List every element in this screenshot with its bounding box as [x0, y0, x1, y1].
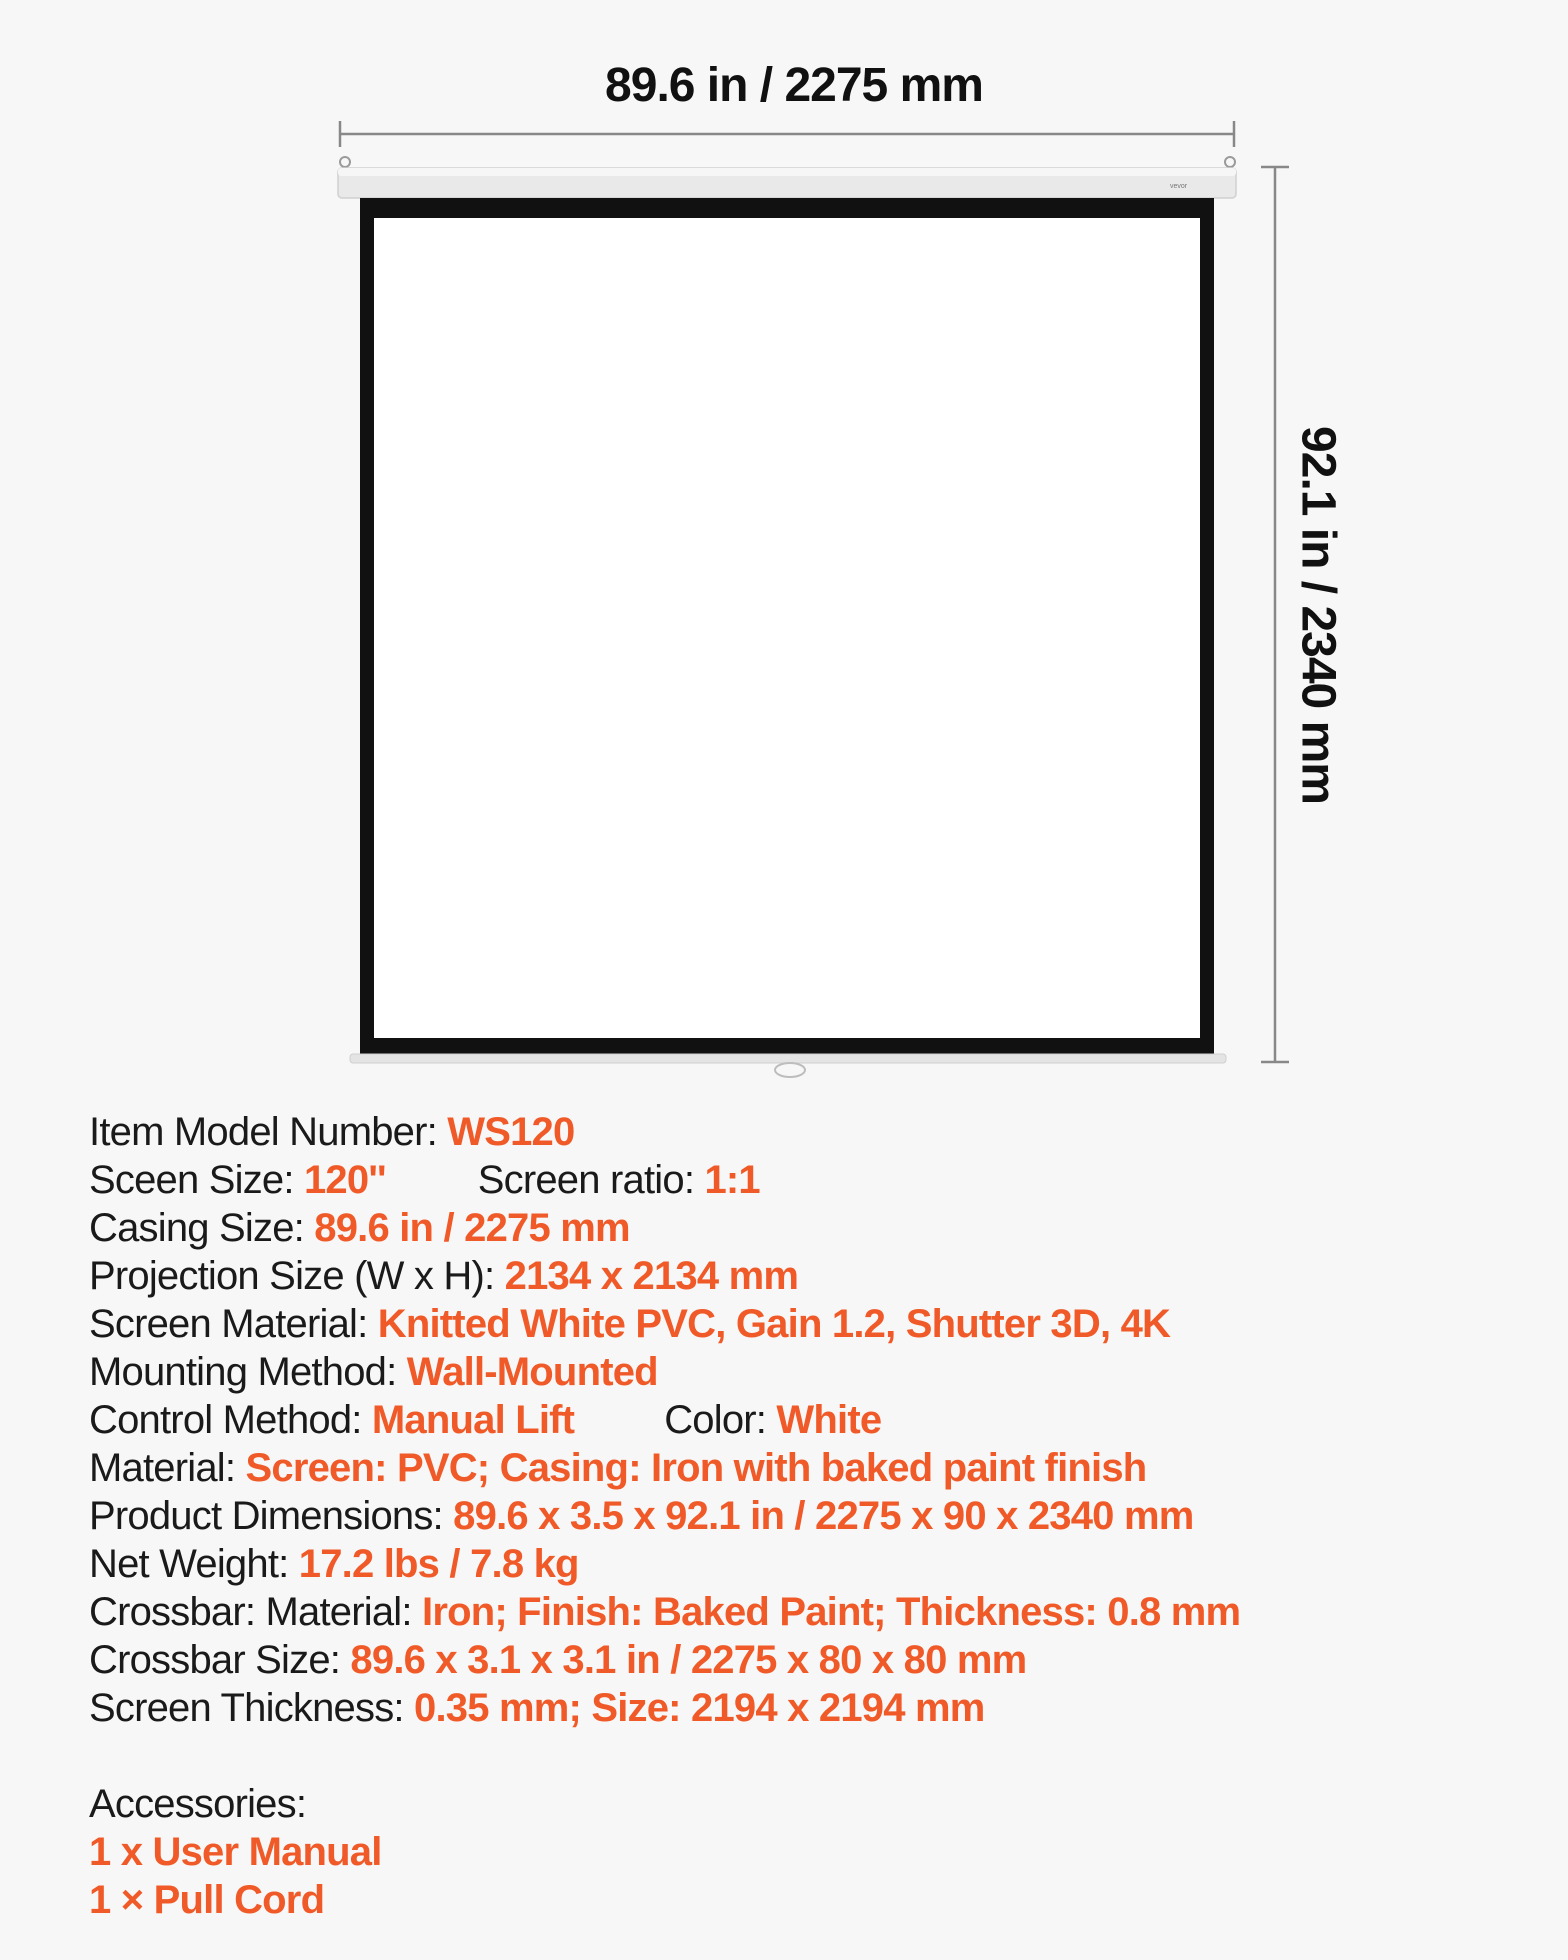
spec-screen-ratio-value: 1:1 — [704, 1158, 760, 1202]
bottom-bar — [350, 1054, 1226, 1077]
spec-net-weight: Net Weight: 17.2 lbs / 7.8 kg — [89, 1542, 579, 1586]
spec-crossbar: Crossbar: Material: Iron; Finish: Baked Paint; Thickness: 0.8 mm — [89, 1590, 1241, 1634]
spec-projection-size: Projection Size (W x H): 2134 x 2134 mm — [89, 1254, 799, 1298]
spec-screen-thickness: Screen Thickness: 0.35 mm; Size: 2194 x 2194 mm — [89, 1686, 985, 1730]
spec-color-label: Color: — [664, 1398, 777, 1442]
spec-screen-size: Sceen Size: 120'' Screen ratio: 1:1 — [89, 1158, 760, 1202]
spec-casing-size: Casing Size: 89.6 in / 2275 mm — [89, 1206, 630, 1250]
spec-model-number: Item Model Number: WS120 — [89, 1110, 575, 1154]
spec-crossbar-size: Crossbar Size: 89.6 x 3.1 x 3.1 in / 2275 x 80 x 80 mm — [89, 1638, 1027, 1682]
height-dimension-line — [1261, 167, 1289, 1062]
width-dimension-line — [340, 121, 1234, 147]
spec-material: Material: Screen: PVC; Casing: Iron with baked paint finish — [89, 1446, 1147, 1490]
spec-screen-ratio-label: Screen ratio: — [477, 1158, 705, 1202]
accessories-heading: Accessories: — [89, 1782, 307, 1826]
spec-color-value: White — [776, 1398, 882, 1442]
screen-casing — [338, 157, 1236, 198]
accessory-item: 1 x User Manual — [89, 1830, 382, 1874]
spec-product-dimensions: Product Dimensions: 89.6 x 3.5 x 92.1 in / 2275 x 90 x 2340 mm — [89, 1494, 1194, 1538]
spec-screen-material: Screen Material: Knitted White PVC, Gain 1.2, Shutter 3D, 4K — [89, 1302, 1171, 1346]
screen-surface — [360, 198, 1214, 1054]
width-dimension-label: 89.6 in / 2275 mm — [605, 59, 983, 112]
spacer — [89, 1732, 1529, 1780]
pull-ring-icon — [775, 1063, 805, 1077]
height-dimension-text: 92.1 in / 2340 mm — [1291, 426, 1345, 804]
spec-control-method: Control Method: Manual Lift Color: White — [89, 1398, 882, 1442]
specifications-list — [89, 1108, 1529, 1924]
accessory-item: 1 × Pull Cord — [89, 1878, 325, 1922]
casing-brand-mark: vevor — [1170, 183, 1188, 190]
spec-mounting-method: Mounting Method: Wall-Mounted — [89, 1350, 658, 1394]
